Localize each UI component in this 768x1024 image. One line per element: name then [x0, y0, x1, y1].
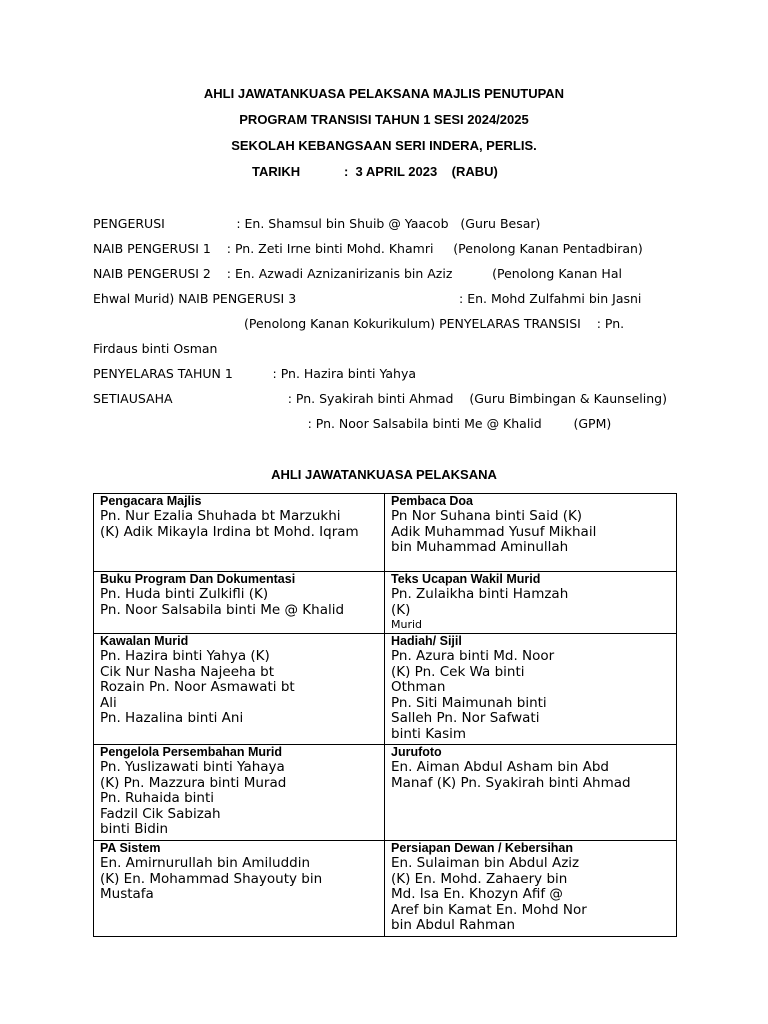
cell-line: Pn. Nur Ezalia Shuhada bt Marzukhi — [100, 508, 341, 524]
table-cell — [94, 494, 385, 572]
cell-heading: Persiapan Dewan / Kebersihan — [391, 841, 574, 855]
committee-title: AHLI JAWATANKUASA PELAKSANA — [271, 467, 497, 482]
table-cell — [385, 745, 677, 841]
cell-line: Pn. Hazira binti Yahya (K) — [100, 648, 270, 664]
officer-line: (Penolong Kanan Kokurikulum) PENYELARAS TRANSISI : Pn. — [93, 316, 625, 331]
cell-line: Manaf (K) Pn. Syakirah binti Ahmad — [391, 774, 631, 791]
cell-line: Fadzil Cik Sabizah — [100, 805, 221, 822]
cell-line: (K) Pn. Mazzura binti Murad — [100, 774, 287, 791]
cell-line: Pn. Yuslizawati binti Yahaya — [100, 759, 285, 775]
cell-line: bin Abdul Rahman — [391, 917, 516, 933]
table-row — [94, 745, 677, 841]
officer-line: PENYELARAS TAHUN 1 : Pn. Hazira binti Yahya — [93, 366, 417, 381]
officer-line: SETIAUSAHA : Pn. Syakirah binti Ahmad (Guru Bimbingan & Kaunseling) — [93, 391, 667, 406]
cell-line: Md. Isa En. Khozyn Afif @ — [391, 886, 563, 902]
cell-line: En. Sulaiman bin Abdul Aziz — [391, 855, 580, 871]
cell-line: Pn. Noor Salsabila binti Me @ Khalid — [100, 601, 345, 618]
cell-line: (K) En. Mohammad Shayouty bin — [100, 870, 323, 887]
cell-line: En. Amirnurullah bin Amiluddin — [100, 855, 311, 871]
doc-title-line2: PROGRAM TRANSISI TAHUN 1 SESI 2024/2025 — [239, 112, 529, 127]
cell-line: Pn. Siti Maimunah binti — [391, 694, 547, 711]
cell-line: binti Kasim — [391, 725, 467, 742]
cell-line: Othman — [391, 679, 446, 695]
doc-title-line3: SEKOLAH KEBANGSAAN SERI INDERA, PERLIS. — [231, 138, 537, 153]
table-cell — [94, 634, 385, 745]
cell-line: Salleh Pn. Nor Safwati — [391, 710, 540, 726]
table-row — [94, 572, 677, 634]
committee-table — [93, 493, 677, 937]
table-row — [94, 634, 677, 745]
cell-line: Pn Nor Suhana binti Said (K) — [391, 508, 583, 524]
cell-line: Pn. Zulaikha binti Hamzah — [391, 586, 569, 602]
cell-line: Mustafa — [100, 886, 154, 902]
officer-line: Firdaus binti Osman — [93, 341, 218, 356]
cell-line: Pn. Hazalina binti Ani — [100, 710, 244, 726]
cell-line: Pn. Azura binti Md. Noor — [391, 648, 555, 664]
table-row — [94, 494, 677, 572]
table-row — [94, 841, 677, 937]
table-cell — [94, 841, 385, 937]
cell-heading: Pengacara Majlis — [100, 494, 202, 508]
date-value: : 3 APRIL 2023 (RABU) — [344, 164, 498, 179]
date-label: TARIKH — [252, 164, 301, 179]
officer-line: NAIB PENGERUSI 1 : Pn. Zeti Irne binti Mohd. Khamri (Penolong Kanan Pentadbiran) — [93, 241, 643, 256]
cell-heading: PA Sistem — [100, 841, 161, 855]
officer-line: PENGERUSI : En. Shamsul bin Shuib @ Yaacob (Guru Besar) — [93, 216, 541, 231]
cell-line: binti Bidin — [100, 821, 169, 837]
table-cell — [385, 841, 677, 937]
cell-line: Adik Muhammad Yusuf Mikhail — [391, 523, 597, 540]
officer-line: NAIB PENGERUSI 2 : En. Azwadi Aznizanirizanis bin Aziz (Penolong Kanan Hal — [93, 266, 622, 281]
cell-heading: Pembaca Doa — [391, 494, 473, 508]
cell-heading: Jurufoto — [391, 745, 442, 759]
cell-line: (K) — [391, 601, 411, 618]
officer-line: : Pn. Noor Salsabila binti Me @ Khalid (GPM) — [93, 416, 612, 431]
cell-line: Aref bin Kamat En. Mohd Nor — [391, 901, 587, 918]
cell-line: Cik Nur Nasha Najeeha bt — [100, 663, 275, 680]
doc-title-line1: AHLI JAWATANKUASA PELAKSANA MAJLIS PENUTUPAN — [203, 86, 565, 101]
cell-line: (K) En. Mohd. Zahaery bin — [391, 870, 568, 887]
cell-heading: Teks Ucapan Wakil Murid — [391, 572, 541, 586]
table-cell — [385, 494, 677, 572]
table-cell — [385, 572, 677, 634]
cell-line: Pn. Huda binti Zulkifli (K) — [100, 586, 269, 602]
cell-line: (K) Pn. Cek Wa binti — [391, 663, 525, 680]
cell-heading: Hadiah/ Sijil — [391, 634, 462, 648]
cell-line: Pn. Ruhaida binti — [100, 790, 215, 806]
table-cell — [94, 572, 385, 634]
cell-note: Murid — [391, 618, 423, 631]
cell-line: Rozain Pn. Noor Asmawati bt — [100, 679, 295, 695]
cell-line: (K) Adik Mikayla Irdina bt Mohd. Iqram — [100, 523, 359, 540]
cell-heading: Pengelola Persembahan Murid — [100, 745, 282, 759]
table-cell — [94, 745, 385, 841]
cell-line: En. Aiman Abdul Asham bin Abd — [391, 759, 609, 775]
cell-heading: Buku Program Dan Dokumentasi — [100, 572, 296, 586]
cell-line: bin Muhammad Aminullah — [391, 539, 569, 555]
table-cell — [385, 634, 677, 745]
officer-line: Ehwal Murid) NAIB PENGERUSI 3 : En. Mohd Zulfahmi bin Jasni — [93, 291, 642, 306]
cell-heading: Kawalan Murid — [100, 634, 189, 648]
cell-line: Ali — [100, 694, 117, 711]
